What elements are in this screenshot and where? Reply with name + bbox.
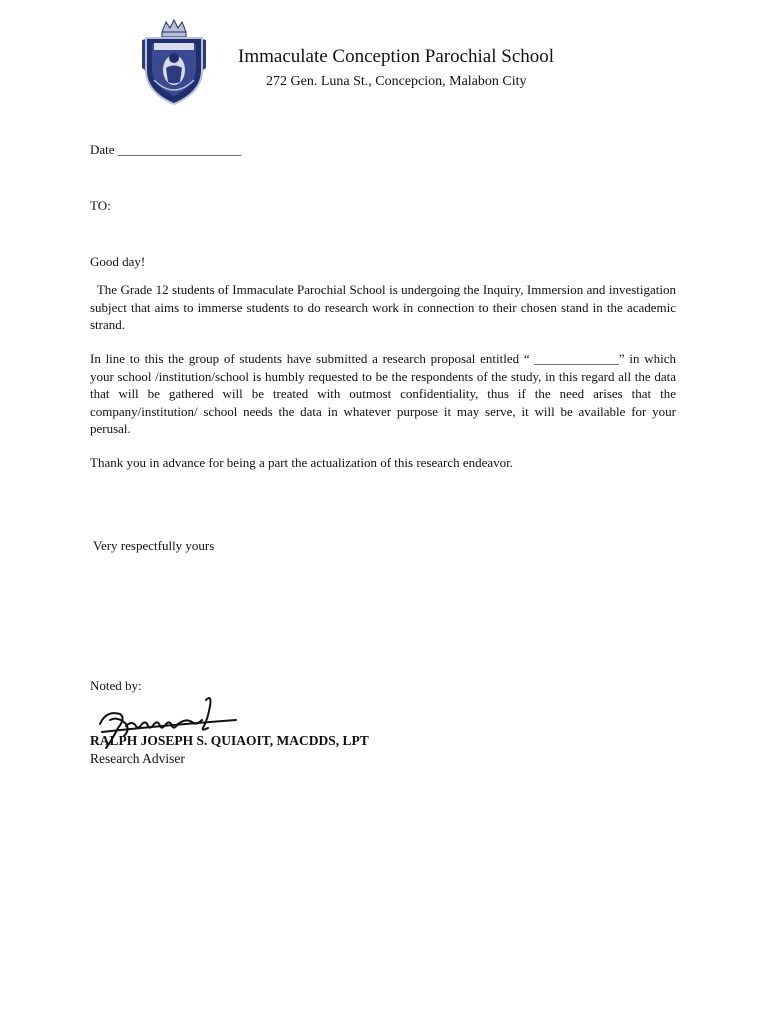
signer-name: RALPH JOSEPH S. QUIAOIT, MACDDS, LPT [90, 733, 369, 748]
recipient-line: TO: [90, 198, 111, 213]
school-name: Immaculate Conception Parochial School [238, 46, 555, 67]
noted-by-label: Noted by: [90, 678, 142, 693]
school-address: 272 Gen. Luna St., Concepcion, Malabon City [266, 74, 527, 89]
paragraph-intro: The Grade 12 students of Immaculate Parochial School is undergoing the Inquiry, Immersion and investigation subject that aims to immerse students to do research work in connection to their chosen stand in the academic strand. [90, 282, 680, 332]
paragraph-thanks: Thank you in advance for being a part the actualization of this research endeavor. [90, 455, 514, 470]
greeting: Good day! [90, 254, 146, 269]
date-line: Date ___________________ [90, 142, 242, 157]
paragraph-request: In line to this the group of students have submitted a research proposal entitled “ _____________” in which your school /institution/school is humbly requested to be the respondents of the study, in this regard all the data that will be gathered will be treated with outmost confidentiality, thus if the need arises that the company/institution/ school needs the data in whatever purpose it may serve, it will be available for your perusal. [90, 351, 676, 436]
school-crest-logo [138, 18, 210, 106]
closing-line: Very respectfully yours [90, 538, 215, 553]
handwritten-signature [96, 690, 242, 750]
signer-title: Research Adviser [90, 751, 185, 766]
